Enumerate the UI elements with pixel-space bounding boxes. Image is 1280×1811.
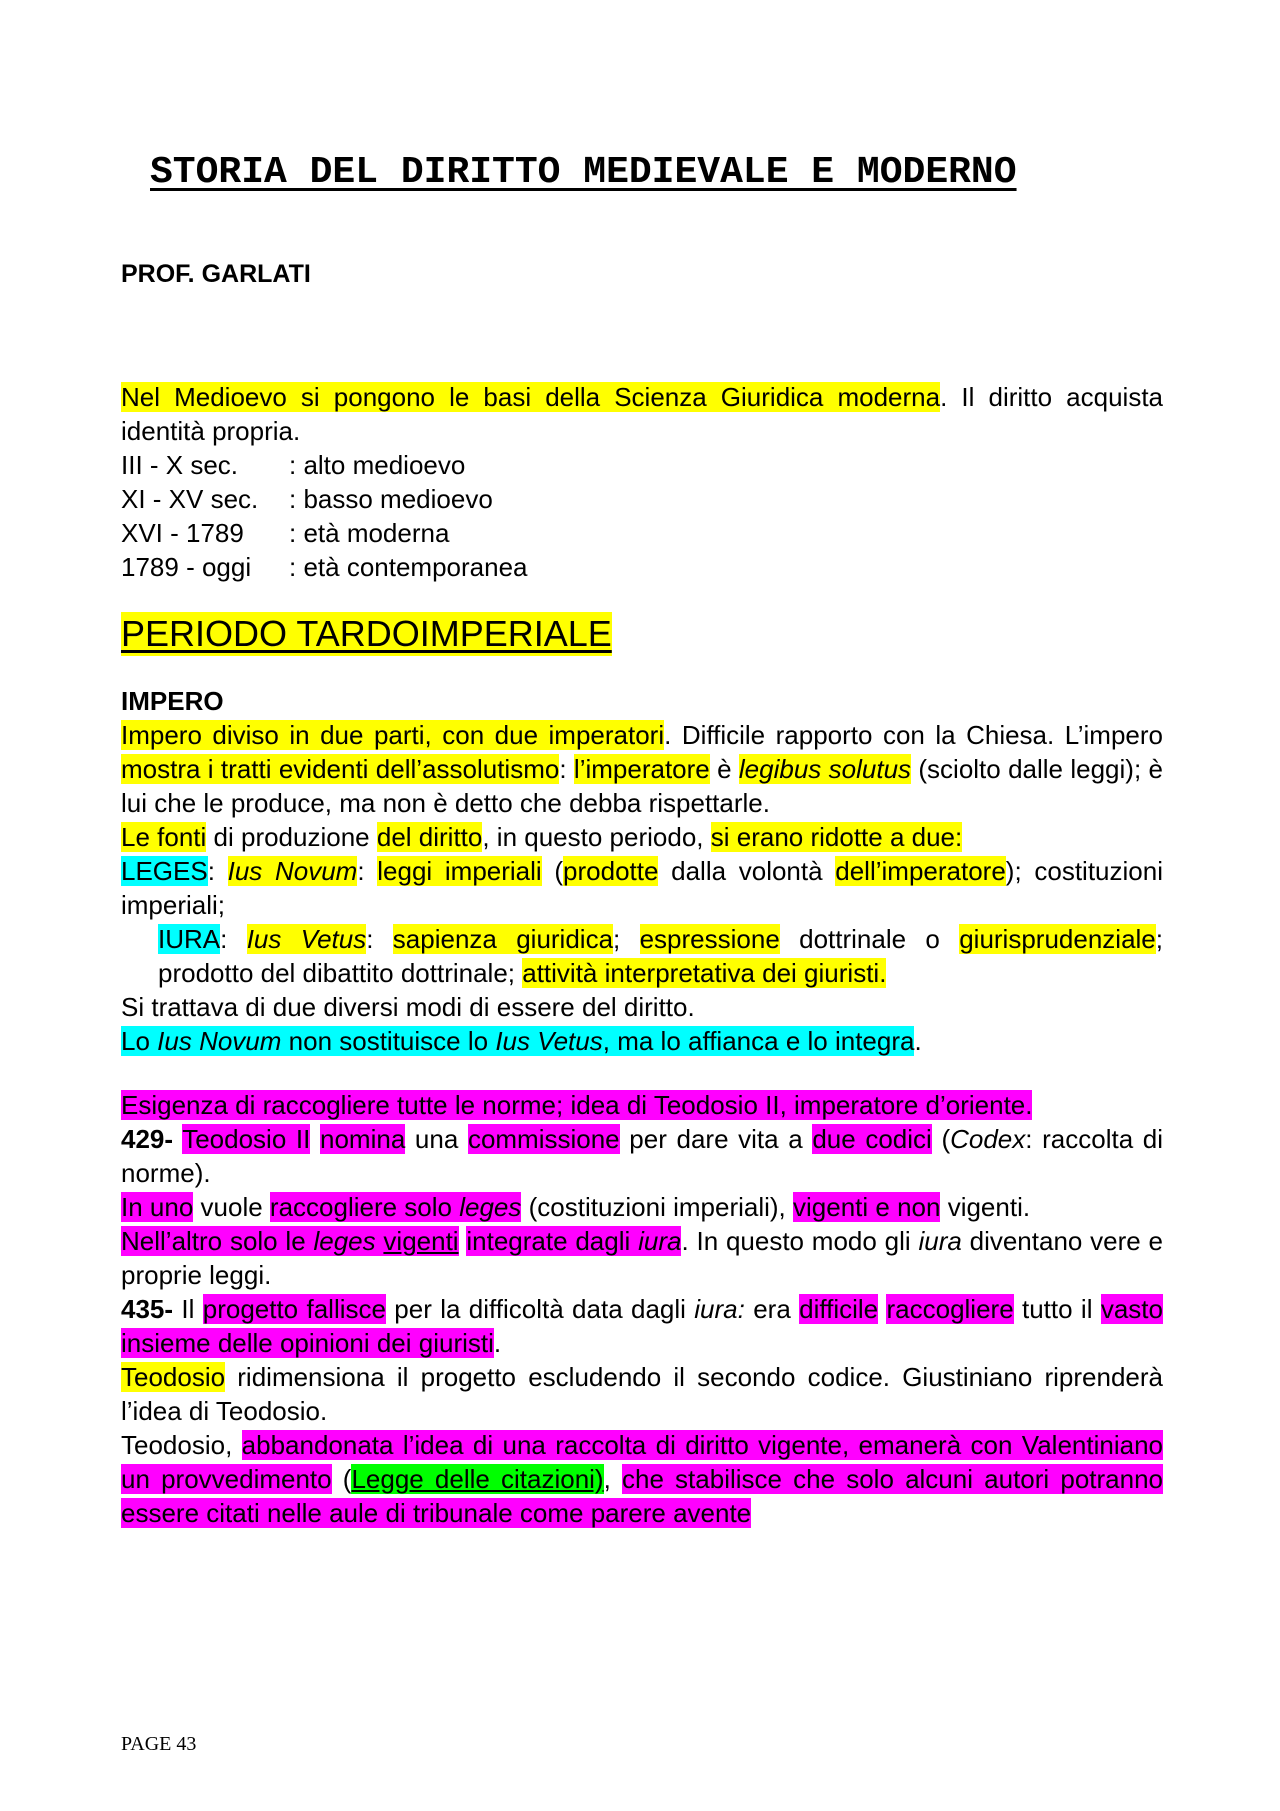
paragraph: LEGES: Ius Novum: leggi imperiali (prodotte dalla volontà dell’imperatore); costituzioni imperiali; — [121, 856, 1163, 920]
paragraph: Le fonti di produzione del diritto, in questo periodo, si erano ridotte a due: — [121, 822, 963, 852]
document-title: STORIA DEL DIRITTO MEDIEVALE E MODERNO — [150, 151, 1017, 194]
paragraph: Lo Ius Novum non sostituisce lo Ius Vetus, ma lo affianca e lo integra. — [121, 1026, 922, 1056]
timeline-row — [121, 482, 1163, 516]
paragraph: IURA: Ius Vetus: sapienza giuridica; espressione dottrinale o giurisprudenziale; prodotto del dibattito dottrinale; attività interpretativa dei giuristi. — [158, 924, 1163, 988]
professor-name: PROF. GARLATI — [121, 260, 311, 288]
timeline-row — [121, 516, 1163, 550]
section-heading: PERIODO TARDOIMPERIALE — [121, 613, 612, 654]
timeline-period: III - X sec. — [121, 450, 239, 480]
paragraph: Impero diviso in due parti, con due imperatori. Difficile rapporto con la Chiesa. L’impero mostra i tratti evidenti dell’assolutismo: l’imperatore è legibus solutus (sciolto dalle leggi); è lui che le produce, ma non è detto che debba rispettarle. — [121, 720, 1163, 818]
page-number: PAGE 43 — [121, 1733, 197, 1755]
timeline-label: : età contemporanea — [289, 552, 528, 582]
timeline-period: XVI - 1789 — [121, 518, 244, 548]
paragraph: 429- Teodosio II nomina una commissione per dare vita a due codici (Codex: raccolta di norme). — [121, 1124, 1164, 1188]
timeline-label: : età moderna — [289, 518, 450, 548]
timeline — [121, 448, 1163, 584]
timeline-row — [121, 550, 1163, 584]
intro-rest: . Il diritto acquista identità propria. — [121, 382, 1164, 446]
timeline-row — [121, 448, 1163, 482]
intro-highlight: Nel Medioevo si pongono le basi della Scienza Giuridica moderna — [121, 382, 941, 412]
paragraph: 435- Il progetto fallisce per la difficoltà data dagli iura: era difficile raccogliere tutto il vasto insieme delle opinioni dei giuristi. — [121, 1294, 1163, 1358]
timeline-label: : alto medioevo — [289, 450, 466, 480]
timeline-label: : basso medioevo — [289, 484, 493, 514]
paragraph: Esigenza di raccogliere tutte le norme; idea di Teodosio II, imperatore d’oriente. — [121, 1090, 1033, 1120]
subheading: IMPERO — [121, 686, 224, 716]
paragraph: Teodosio ridimensiona il progetto escludendo il secondo codice. Giustiniano riprenderà l’idea di Teodosio. — [121, 1362, 1163, 1426]
paragraph: Si trattava di due diversi modi di essere del diritto. — [121, 992, 695, 1022]
paragraph: In uno vuole raccogliere solo leges (costituzioni imperiali), vigenti e non vigenti. — [121, 1192, 1031, 1222]
paragraph: Teodosio, abbandonata l’idea di una raccolta di diritto vigente, emanerà con Valentiniano un provvedimento (Legge delle citazioni), che stabilisce che solo alcuni autori potranno essere citati nelle aule di tribunale come parere avente — [121, 1430, 1163, 1528]
paragraph: Nell’altro solo le leges vigenti integrate dagli iura. In questo modo gli iura diventano vere e proprie leggi. — [121, 1226, 1163, 1290]
timeline-period: 1789 - oggi — [121, 552, 252, 582]
intro-paragraph — [121, 380, 1163, 448]
timeline-period: XI - XV sec. — [121, 484, 259, 514]
document-body — [121, 380, 1163, 1530]
